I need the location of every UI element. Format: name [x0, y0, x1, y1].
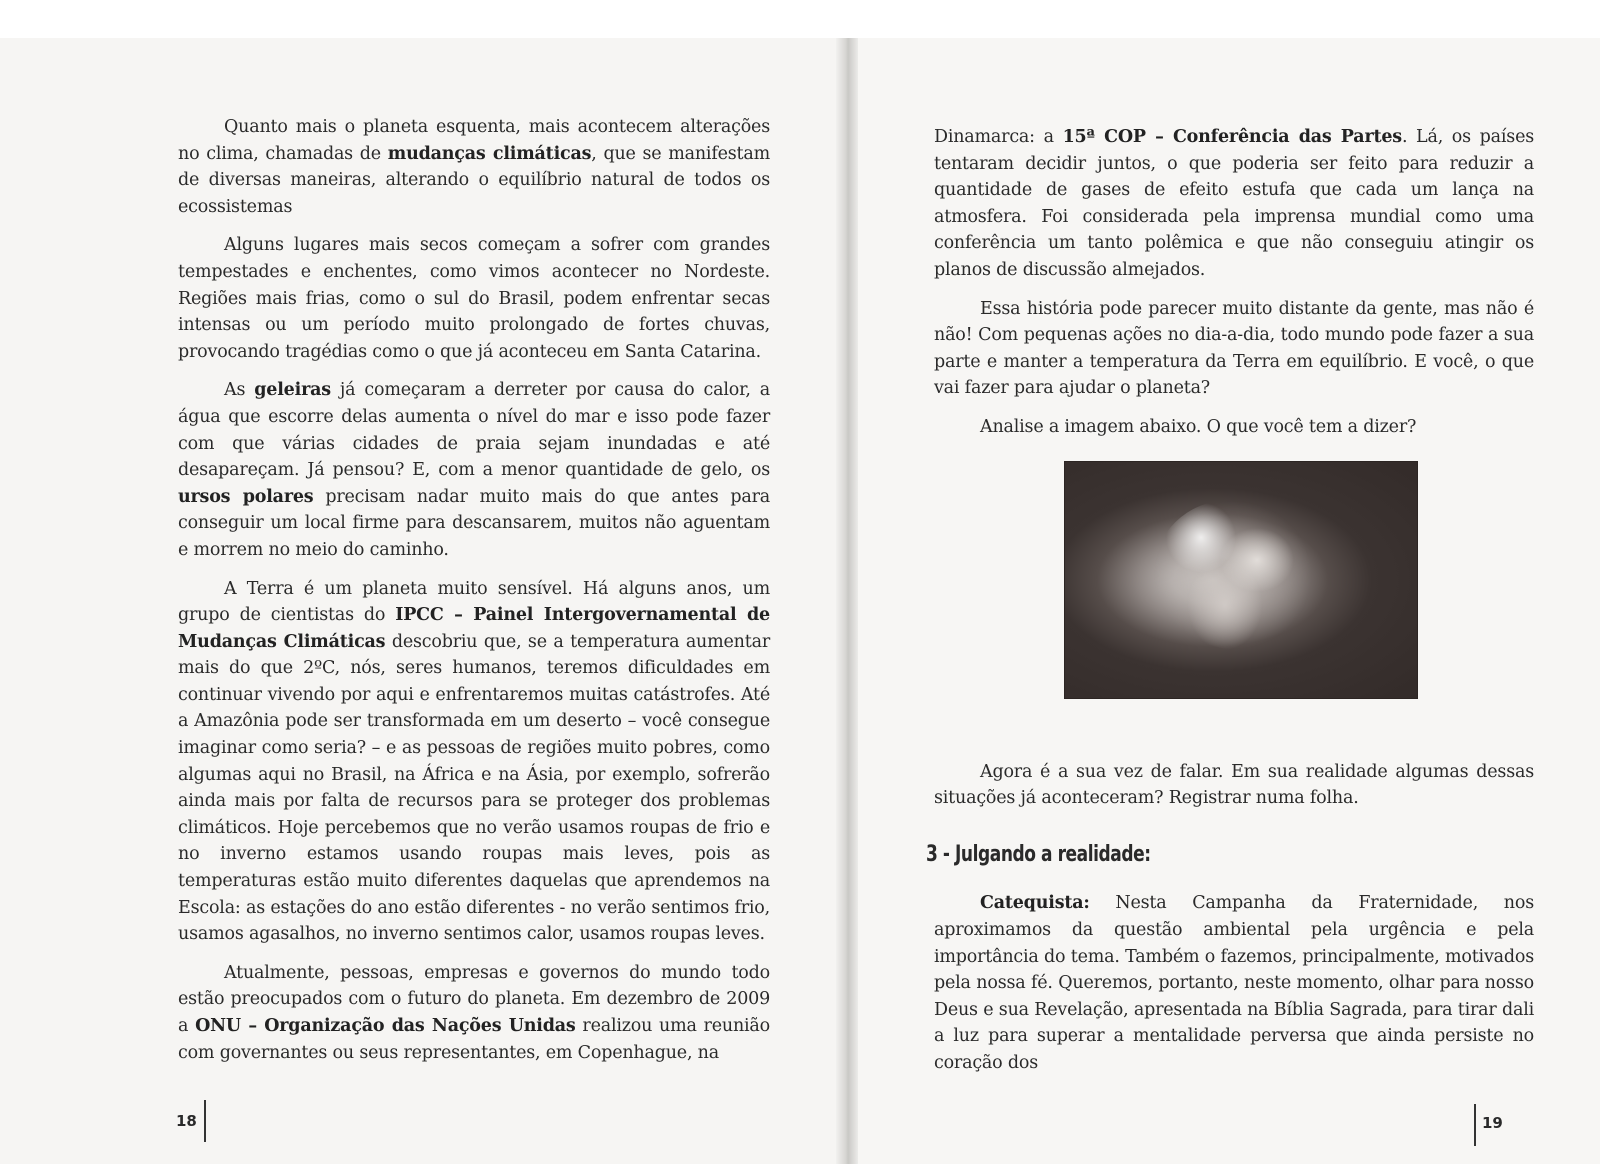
right-page-text — [926, 124, 1535, 1088]
paragraph: Dinamarca: a 15ª COP – Conferência das Partes. Lá, os países tentaram decidir juntos, o que poderia ser feito para reduzir a quantidade de gases de efeito estufa que cada um lança na atmosfera. Foi considerada pela imprensa mundial como uma conferência um tanto polêmica e que não conseguiu atingir os planos de discussão almejados. — [934, 127, 1535, 280]
left-page-text — [178, 114, 770, 1078]
paragraph: Analise a imagem abaixo. O que você tem a dizer? — [980, 416, 1417, 437]
page-number-rule — [204, 1100, 206, 1142]
page-number-rule — [1474, 1104, 1476, 1146]
paragraph: As geleiras já começaram a derreter por causa do calor, a água que escorre delas aumenta o nível do mar e isso pode fazer com que várias cidades de praia sejam inundadas e até desapareçam. Já pensou? E, com a menor quantidade de gelo, os ursos polares precisam nadar muito mais do que antes para conseguir um local firme para descansarem, muitos não aguentam e morrem no meio do caminho. — [178, 380, 770, 560]
paragraph: Quanto mais o planeta esquenta, mais acontecem alterações no clima, chamadas de mudanças climáticas, que se manifestam de diversas maneiras, alterando o equilíbrio natural de todos os ecossistemas — [178, 117, 770, 217]
paragraph: Agora é a sua vez de falar. Em sua realidade algumas dessas situações já aconteceram? Registrar numa folha. — [934, 761, 1534, 809]
paragraph: A Terra é um planeta muito sensível. Há alguns anos, um grupo de cientistas do IPCC – Painel Intergovernamental de Mudanças Climáticas descobriu que, se a temperatura aumentar mais do que 2ºC, nós, seres humanos, teremos dificuldades em continuar vivendo por aqui e enfrentaremos muitas catástrofes. Até a Amazônia pode ser transformada em um deserto – você consegue imaginar como seria? – e as pessoas de regiões muito pobres, como algumas aqui no Brasil, na África e na Ásia, por exemplo, sofrerão ainda mais por falta de recursos para se proteger dos problemas climáticos. Hoje percebemos que no verão usamos roupas de frio e no inverno estamos usando roupas mais leves, pois as temperaturas estão muito diferentes daquelas que aprendemos na Escola: as estações do ano estão diferentes - no verão sentimos frio, usamos agasalhos, no inverno sentimos calor, usamos roupas leves. — [178, 578, 770, 945]
scan-top-margin — [0, 0, 1600, 38]
page-number: 19 — [1482, 1114, 1503, 1132]
page-number: 18 — [176, 1112, 197, 1130]
paragraph: Catequista: Nesta Campanha da Fraternidade, nos aproximamos da questão ambiental pela urgência e pela importância do tema. Também o fazemos, principalmente, motivados pela nossa fé. Queremos, portanto, neste momento, olhar para nosso Deus e sua Revelação, apresentada na Bíblia Sagrada, para tirar dali a luz para superar a mentalidade perversa que ainda persiste no coração dos — [934, 893, 1534, 1073]
paragraph: Alguns lugares mais secos começam a sofrer com grandes tempestades e enchentes, como vimos acontecer no Nordeste. Regiões mais frias, como o sul do Brasil, podem enfrentar secas intensas ou um período muito prolongado de fortes chuvas, provocando tragédias como o que já aconteceu em Santa Catarina. — [178, 235, 770, 362]
book-gutter — [836, 38, 858, 1164]
paragraph: Essa história pode parecer muito distante da gente, mas não é não! Com pequenas ações no dia-a-dia, todo mundo pode fazer a sua parte e manter a temperatura da Terra em equilíbrio. E você, o que vai fazer para ajudar o planeta? — [934, 298, 1534, 399]
melting-ice-photo — [1064, 461, 1418, 699]
paragraph: Atualmente, pessoas, empresas e governos do mundo todo estão preocupados com o futuro do planeta. Em dezembro de 2009 a ONU – Organização das Nações Unidas realizou uma reunião com governantes ou seus representantes, em Copenhague, na — [178, 962, 770, 1063]
section-heading: 3 - Julgando a realidade: — [926, 841, 1151, 867]
